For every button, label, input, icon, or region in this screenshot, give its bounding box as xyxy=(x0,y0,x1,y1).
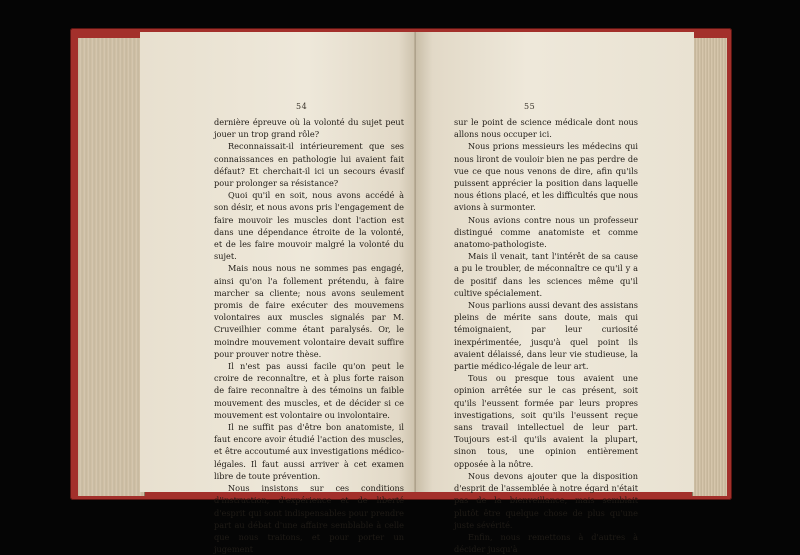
left-page-text xyxy=(214,116,404,555)
right-page-edges xyxy=(692,38,727,496)
paragraph: Il n'est pas aussi facile qu'on peut le croire de reconnaître, et à plus forte raison de faire reconnaître à des témoins un faible mouvement des muscles, et de décider si ce mouvement est volontaire ou involontaire. xyxy=(214,361,404,420)
right-page xyxy=(416,32,694,555)
paragraph: Mais nous nous ne sommes pas engagé, ainsi qu'on l'a follement prétendu, à faire marcher sa cliente; nous avons seulement promis de faire exécuter des mouvemens volontaires aux muscles signalés par M. Cruveilhier comme étant paralysés. Or, le moindre mouvement volontaire devait suffire pour prouver notre thèse. xyxy=(214,263,404,359)
paragraph: Nous parlions aussi devant des assistans pleins de mérite sans doute, mais qui témoignaient, par leur curiosité inexpérimentée, jusqu'à quel point ils avaient délaissé, dans leur vie studieuse, la partie médico-légale de leur art. xyxy=(454,300,638,372)
paragraph: Mais il venait, tant l'intérêt de sa cause a pu le troubler, de méconnaître ce qu'il y a de positif dans les sciences même qu'il cultive spécialement. xyxy=(454,251,638,298)
paragraph: Quoi qu'il en soit, nous avons accédé à son désir, et nous avons pris l'engagement de faire mouvoir les muscles dont l'action est dans une dépendance étroite de la volonté, et de les faire mouvoir malgré la volonté du sujet. xyxy=(214,190,404,262)
paragraph: Reconnaissait-il intérieurement que ses connaissances en pathologie lui avaient fait défaut? Et cherchait-il ici un secours évasif pour prolonger sa résistance? xyxy=(214,141,404,189)
paragraph: dernière épreuve où la volonté du sujet peut jouer un trop grand rôle? xyxy=(214,117,404,140)
paragraph: Il ne suffit pas d'être bon anatomiste, il faut encore avoir étudié l'action des muscles, et être accoutumé aux investigations médico-légales. Il faut aussi arriver à cet examen libre de toute prévention. xyxy=(214,422,404,481)
paragraph: Nous devons ajouter que la disposition d'esprit de l'assemblée à notre égard n'était pas de la bienveillance, mais semblait plutôt être quelque chose de plus qu'une juste sévérité. xyxy=(454,470,638,530)
paragraph: Nous prions messieurs les médecins qui nous liront de vouloir bien ne pas perdre de vue ce que nous venons de dire, afin qu'ils puissent apprécier la position dans laquelle nous étions placé, et les difficultés que nous avions à surmonter. xyxy=(454,141,638,213)
paragraph: Nous insistons sur ces conditions d'instruction, d'expérience et de liberté d'esprit qui sont indispensables pour prendre part au débat d'une affaire semblable à celle que nous traitons, et pour porter un jugement xyxy=(214,483,404,555)
left-page xyxy=(140,32,418,555)
paragraph: Nous avions contre nous un professeur distingué comme anatomiste et comme anatomo-pathologiste. xyxy=(454,214,638,250)
paragraph: sur le point de science médicale dont nous allons nous occuper ici. xyxy=(454,117,638,140)
right-page-number: 55 xyxy=(524,102,536,111)
right-page-text xyxy=(454,116,638,555)
paragraph: Enfin, nous remettons à d'autres à décider jusqu'à xyxy=(454,531,638,555)
left-page-number: 54 xyxy=(296,102,308,111)
left-page-edges xyxy=(78,38,145,496)
paragraph: Tous ou presque tous avaient une opinion arrêtée sur le cas présent, soit qu'ils l'eussent formée par leurs propres investigations, soit qu'ils l'eussent reçue sans travail intellectuel de leur part. Toujours est-il qu'ils avaient la plupart, sinon tous, une opinion entièrement opposée à la nôtre. xyxy=(454,373,638,469)
